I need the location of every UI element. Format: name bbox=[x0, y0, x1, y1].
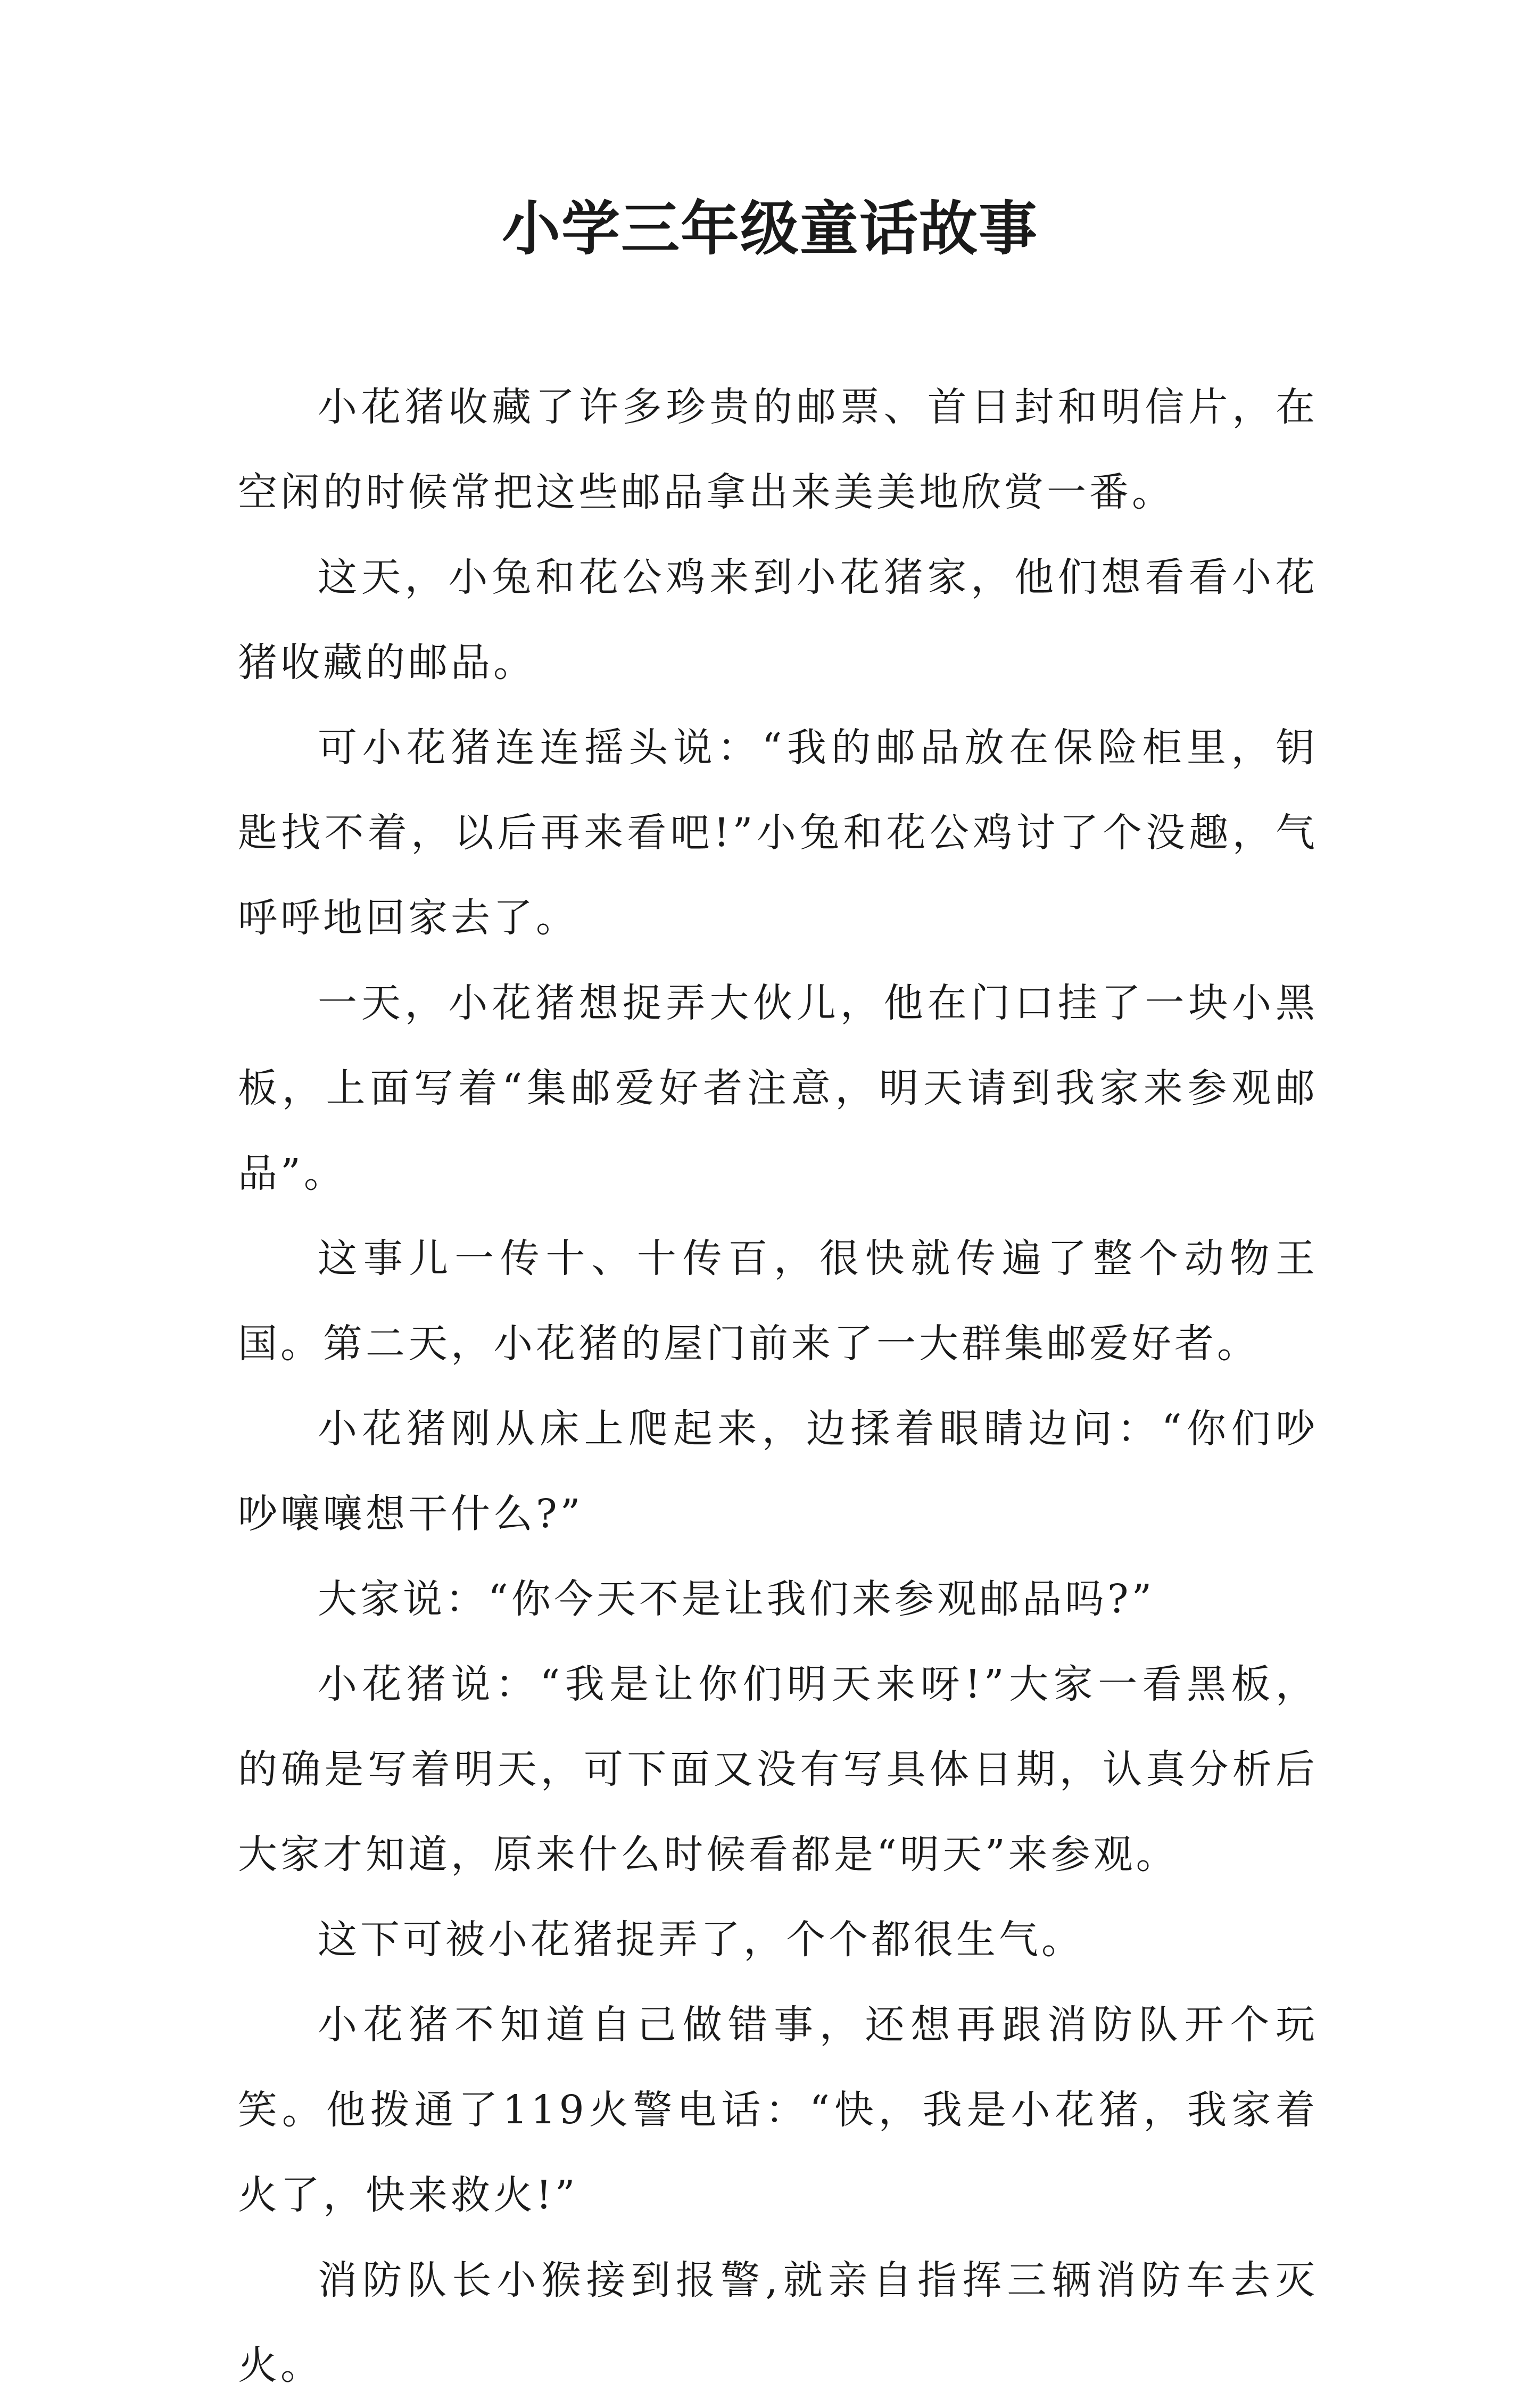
paragraph: 小花猪说：“我是让你们明天来呀!”大家一看黑板，的确是写着明天，可下面又没有写具体日期，认真分析后大家才知道，原来什么时候看都是“明天”来参观。 bbox=[238, 1661, 1318, 1877]
paragraph: 这下可被小花猪捉弄了，个个都很生气。 bbox=[318, 1917, 1084, 1963]
paragraph: 小花猪收藏了许多珍贵的邮票、首日封和明信片，在空闲的时候常把这些邮品拿出来美美地欣赏一番。 bbox=[238, 384, 1318, 515]
paragraph: 消防队长小猴接到报警,就亲自指挥三辆消防车去灭火。 bbox=[238, 2257, 1318, 2388]
paragraph: 小花猪刚从床上爬起来，边揉着眼睛边问：“你们吵吵嚷嚷想干什么?” bbox=[238, 1406, 1318, 1537]
paragraph: 这天，小兔和花公鸡来到小花猪家，他们想看看小花猪收藏的邮品。 bbox=[238, 555, 1318, 685]
paragraph: 小花猪不知道自己做错事，还想再跟消防队开个玩笑。他拨通了119火警电话：“快，我是小花猪，我家着火了，快来救火!” bbox=[238, 2002, 1318, 2218]
paragraph: 可小花猪连连摇头说：“我的邮品放在保险柜里，钥匙找不着，以后再来看吧!”小兔和花公鸡讨了个没趣，气呼呼地回家去了。 bbox=[238, 725, 1318, 941]
paragraph: 一天，小花猪想捉弄大伙儿，他在门口挂了一块小黑板，上面写着“集邮爱好者注意，明天请到我家来参观邮品”。 bbox=[238, 980, 1318, 1196]
paragraph: 大家说：“你今天不是让我们来参观邮品吗?” bbox=[318, 1576, 1155, 1622]
document-title: 小学三年级童话故事 bbox=[502, 194, 1038, 263]
paragraph: 这事儿一传十、十传百，很快就传遍了整个动物王国。第二天，小花猪的屋门前来了一大群集邮爱好者。 bbox=[238, 1236, 1318, 1367]
document-body bbox=[238, 365, 1318, 2408]
